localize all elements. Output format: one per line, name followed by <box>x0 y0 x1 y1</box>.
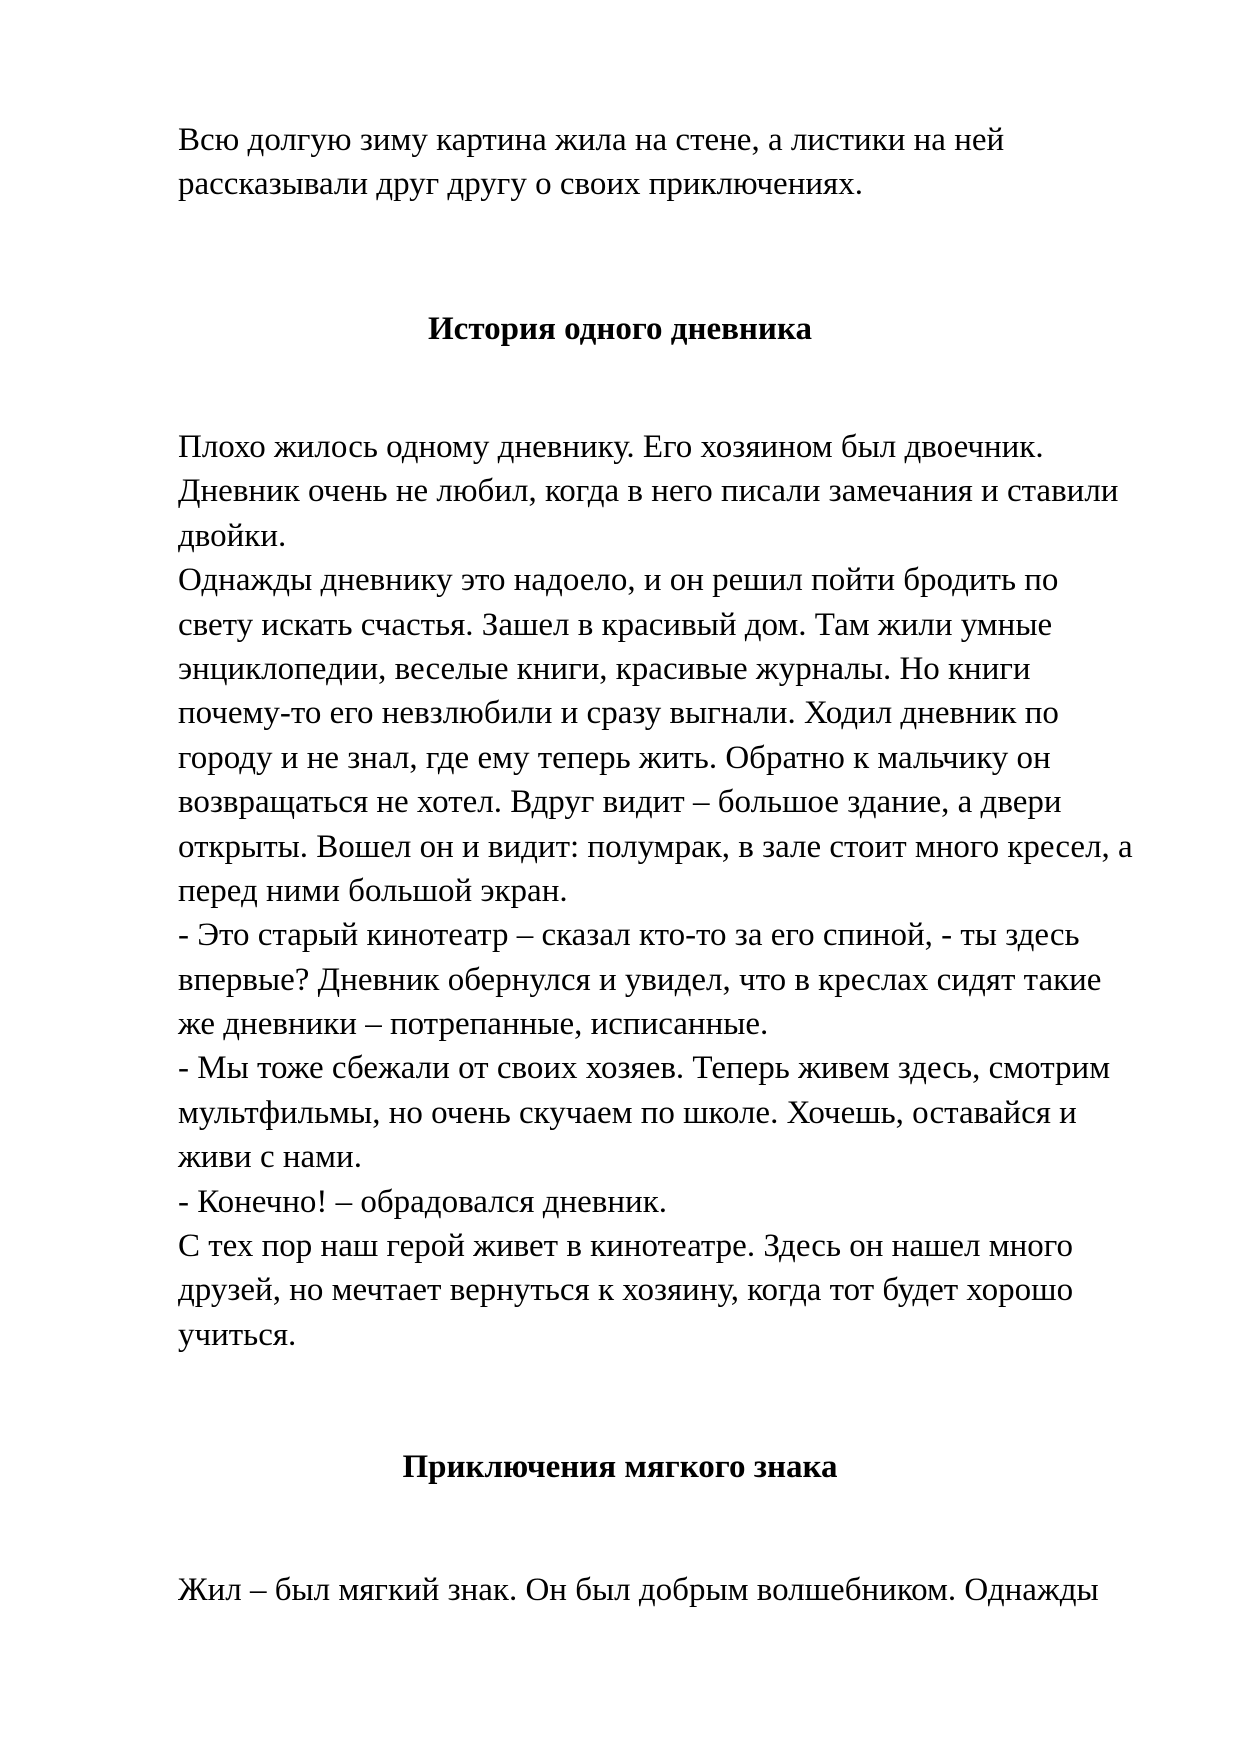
story-title-soft-sign: Приключения мягкого знака <box>402 1449 838 1485</box>
text-line: Жил – был мягкий знак. Он был добрым волшебником. Однажды <box>178 1572 1099 1608</box>
text-line: живи с нами. <box>178 1139 362 1176</box>
text-line: двойки. <box>178 517 287 554</box>
text-line: учиться. <box>178 1316 297 1353</box>
text-line: - Это старый кинотеатр – сказал кто-то за его спиной, - ты здесь <box>178 917 1080 954</box>
text-line: городу и не знал, где ему теперь жить. Обратно к мальчику он <box>178 739 1051 776</box>
text-line: мультфильмы, но очень скучаем по школе. Хочешь, оставайся и <box>178 1094 1077 1131</box>
text-line: Всю долгую зиму картина жила на стене, а листики на ней <box>178 122 1005 158</box>
text-line: свету искать счастья. Зашел в красивый дом. Там жили умные <box>178 606 1053 643</box>
text-line: Плохо жилось одному дневнику. Его хозяином был двоечник. <box>178 429 1044 465</box>
text-line: друзей, но мечтает вернуться к хозяину, когда тот будет хорошо <box>178 1272 1074 1309</box>
story-body-soft-sign <box>178 1568 1099 1612</box>
text-line: Однажды дневнику это надоело, и он решил пойти бродить по <box>178 562 1059 599</box>
text-line: С тех пор наш герой живет в кинотеатре. Здесь он нашел много <box>178 1228 1073 1265</box>
story-body-diary <box>178 425 1133 1357</box>
text-line: рассказывали друг другу о своих приключениях. <box>178 166 863 203</box>
text-line: же дневники – потрепанные, исписанные. <box>178 1006 769 1043</box>
text-line: открыты. Вошел он и видит: полумрак, в зале стоит много кресел, а <box>178 828 1133 865</box>
text-line: впервые? Дневник обернулся и увидел, что в креслах сидят такие <box>178 961 1102 998</box>
text-line: энциклопедии, веселые книги, красивые журналы. Но книги <box>178 650 1031 687</box>
text-line: - Мы тоже сбежали от своих хозяев. Теперь живем здесь, смотрим <box>178 1050 1111 1087</box>
text-line: перед ними большой экран. <box>178 872 568 909</box>
intro-paragraph <box>178 118 1004 207</box>
story-title-diary: История одного дневника <box>428 311 812 347</box>
text-line: - Конечно! – обрадовался дневник. <box>178 1183 667 1220</box>
text-line: почему-то его невзлюбили и сразу выгнали. Ходил дневник по <box>178 695 1059 732</box>
text-line: Дневник очень не любил, когда в него писали замечания и ставили <box>178 473 1119 510</box>
text-line: возвращаться не хотел. Вдруг видит – большое здание, а двери <box>178 784 1062 821</box>
